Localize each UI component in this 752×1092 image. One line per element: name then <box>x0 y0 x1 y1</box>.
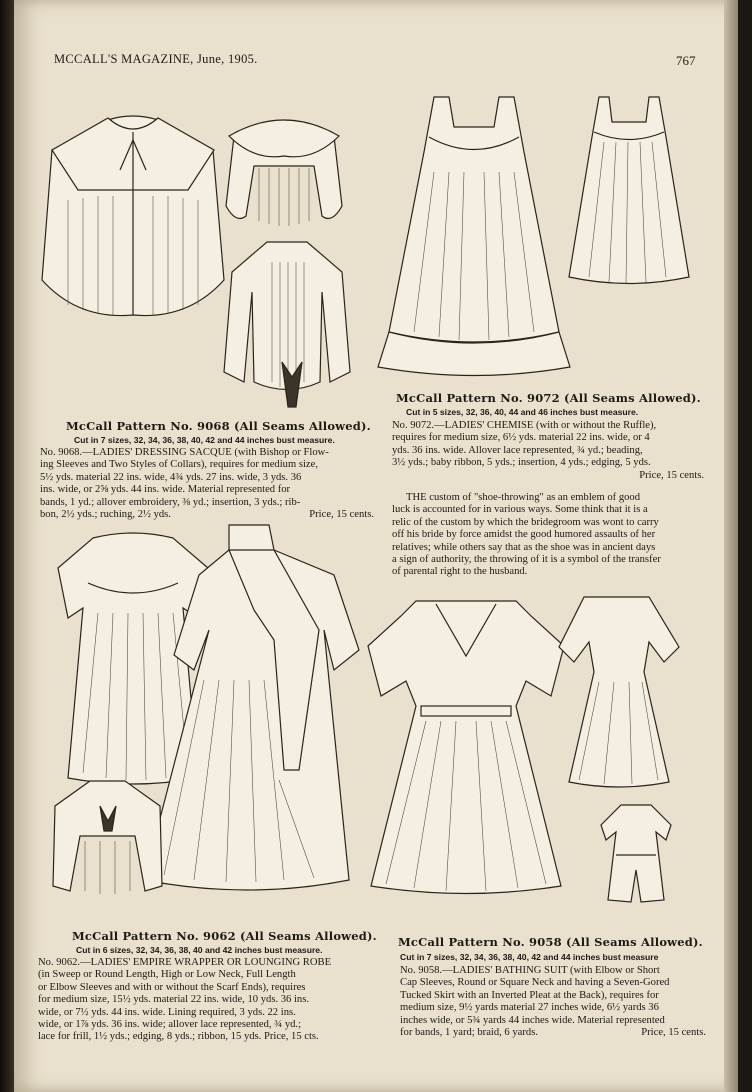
description-line: yds. 36 ins. wide. Allover lace represented, ¾ yd.; beading, <box>392 444 643 456</box>
illustration-wrapper-scarf <box>134 520 369 895</box>
pattern-9072-description <box>392 420 704 482</box>
wrapper-back-drawing <box>50 776 165 896</box>
pattern-9058-sizes: Cut in 7 sizes, 32, 34, 36, 38, 40, 42 and 44 inches bust measure <box>400 952 659 962</box>
description-line: for bands, 1 yard; braid, 6 yards. <box>400 1027 538 1039</box>
pattern-9058-description <box>400 965 706 1039</box>
pattern-9072-sizes: Cut in 5 sizes, 32, 36, 40, 44 and 46 inches bust measure. <box>406 407 639 417</box>
illustration-bathing-suit <box>366 596 566 896</box>
description-line: No. 9058.—LADIES' BATHING SUIT (with Elbow or Short <box>400 965 660 976</box>
pattern-9062-title: McCall Pattern No. 9062 (All Seams Allowed). <box>72 929 377 943</box>
description-line: wide, or 1⅞ yds. 36 ins. wide; allover lace represented, ¾ yd.; <box>38 1019 302 1031</box>
note-line: relatives; while others say that as the shoe was in ancient days <box>392 541 656 553</box>
description-line: medium size, 9½ yards material 27 inches wide, 6½ yards 36 <box>400 1002 659 1014</box>
pattern-9062-sizes: Cut in 6 sizes, 32, 34, 36, 38, 40 and 42 inches bust measure. <box>76 945 323 955</box>
description-line: ins. wide, or 2⅝ yds. 44 ins. wide. Material represented for <box>40 484 291 496</box>
description-line: (in Sweep or Round Length, High or Low Neck, Full Length <box>38 969 296 981</box>
note-line: a sign of authority, the throwing of it is a symbol of the transfer <box>392 554 661 566</box>
description-line: No. 9068.—LADIES' DRESSING SACQUE (with Bishop or Flow- <box>40 447 329 458</box>
illustration-bathing-suit-alt <box>554 592 684 792</box>
description-line: inches wide, or 5¾ yards 44 inches wide. Material represented <box>400 1014 665 1026</box>
illustration-wrapper-back <box>50 776 165 896</box>
note-line: luck is accounted for in various ways. Some think that it is a <box>392 504 648 516</box>
pattern-9068-description <box>40 447 374 521</box>
description-line: ing Sleeves and Two Styles of Collars), requires for medium size, <box>40 459 318 471</box>
magazine-page <box>14 0 738 1092</box>
description-line: or Elbow Sleeves and with or without the Scarf Ends), requires <box>38 981 306 993</box>
description-line: bon, 2½ yds.; ruching, 2½ yds. <box>40 509 171 521</box>
running-header: MCCALL'S MAGAZINE, June, 1905. <box>54 52 258 66</box>
description-line: No. 9062.—LADIES' EMPIRE WRAPPER OR LOUNGING ROBE <box>38 957 332 968</box>
note-line: THE custom of "shoe-throwing" as an emblem of good <box>406 492 641 503</box>
illustration-sacque-bishop-sleeve <box>222 232 352 412</box>
chemise-ruffle-drawing <box>374 92 574 382</box>
illustration-bathing-bloomers <box>596 800 676 910</box>
bathing-suit-drawing <box>366 596 566 896</box>
pattern-9058-price: Price, 15 cents. <box>641 1027 706 1039</box>
pattern-9068-price: Price, 15 cents. <box>309 509 374 521</box>
bathing-suit-alt-drawing <box>554 592 684 792</box>
page-edge <box>724 0 738 1092</box>
pattern-9068-title: McCall Pattern No. 9068 (All Seams Allowed). <box>66 419 371 433</box>
sacque-collar-drawing <box>214 106 354 231</box>
description-line: bands, 1 yd.; allover embroidery, ⅜ yd.; insertion, 3 yds.; rib- <box>40 496 301 508</box>
shoe-throwing-note <box>392 492 704 579</box>
pattern-9062-description <box>38 957 374 1044</box>
description-line: Cap Sleeves, Round or Square Neck and having a Seven-Gored <box>400 977 670 989</box>
page-number: 767 <box>676 53 696 68</box>
description-line: lace for frill, 1½ yds.; edging, 8 yds.; ribbon, 15 yds. Price, 15 cts. <box>38 1031 319 1043</box>
chemise-plain-drawing <box>564 92 694 292</box>
dressing-sacque-drawing <box>38 110 228 325</box>
wrapper-scarf-drawing <box>134 520 369 895</box>
sacque-bishop-drawing <box>222 232 352 412</box>
description-line: requires for medium size, 6½ yds. material 22 ins. wide, or 4 <box>392 432 650 444</box>
description-last-line-row <box>400 1027 706 1039</box>
note-line: off his bride by force amidst the good humored assaults of her <box>392 529 656 541</box>
illustration-chemise-ruffle <box>374 92 574 382</box>
book-spine <box>0 0 14 1092</box>
description-line: 3½ yds.; baby ribbon, 5 yds.; insertion, 4 yds.; edging, 5 yds. <box>392 457 651 469</box>
illustration-dressing-sacque <box>38 110 228 325</box>
illustration-chemise-plain <box>564 92 694 292</box>
description-line: No. 9072.—LADIES' CHEMISE (with or without the Ruffle), <box>392 420 657 431</box>
description-line: wide, or 7½ yds. 44 ins. wide. Lining required, 3 yds. 22 ins. <box>38 1006 296 1018</box>
pattern-9072-price: Price, 15 cents. <box>639 469 704 481</box>
note-line: of parental right to the husband. <box>392 566 528 578</box>
note-line: relic of the custom by which the bridegroom was wont to carry <box>392 516 659 528</box>
description-line: 5½ yds. material 22 ins. wide, 4¾ yds. 27 ins. wide, 3 yds. 36 <box>40 471 302 483</box>
pattern-9058-title: McCall Pattern No. 9058 (All Seams Allowed). <box>398 935 703 949</box>
description-line: Tucked Skirt with an Inverted Pleat at the Back), requires for <box>400 989 659 1001</box>
pattern-9072-title: McCall Pattern No. 9072 (All Seams Allowed). <box>396 391 701 405</box>
description-line: for medium size, 15½ yds. material 22 ins. wide, 10 yds. 36 ins. <box>38 994 309 1006</box>
bathing-bloomers-drawing <box>596 800 676 910</box>
illustration-sacque-collar-variant <box>214 106 354 231</box>
pattern-9068-sizes: Cut in 7 sizes, 32, 34, 36, 38, 40, 42 and 44 inches bust measure. <box>74 435 335 445</box>
